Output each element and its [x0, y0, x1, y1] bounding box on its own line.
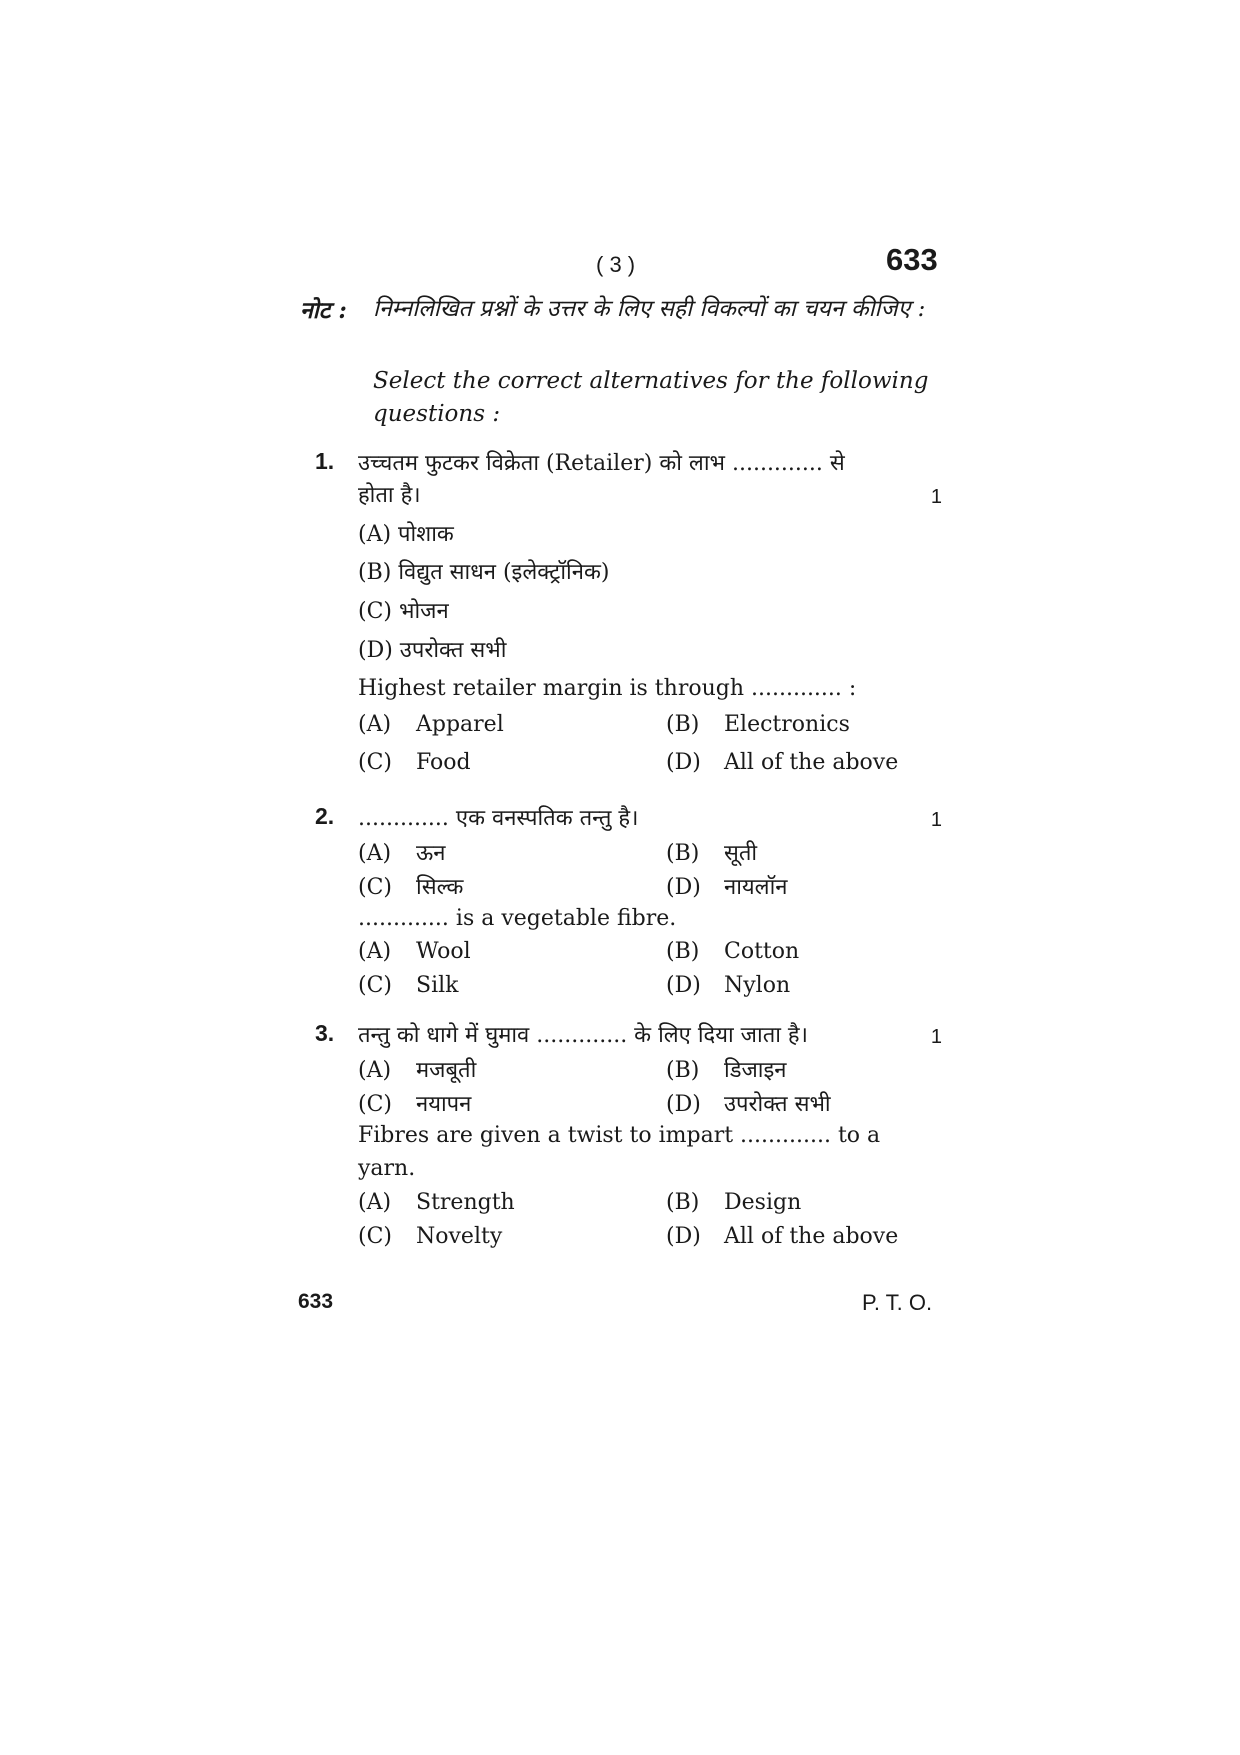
question-number: 3.	[315, 1020, 335, 1046]
hindi-option-b: (B) सूती	[666, 841, 758, 866]
option-b: (B) Electronics	[666, 712, 850, 737]
footer-paper-code: 633	[298, 1290, 334, 1313]
paper-code: 633	[886, 242, 938, 277]
option-c: (C) Silk	[358, 973, 459, 998]
footer-pto: P. T. O.	[862, 1290, 933, 1315]
hindi-option-d: (D) उपरोक्त सभी	[666, 1092, 831, 1117]
hindi-option-a: (A) पोशाक	[358, 522, 454, 547]
option-b: (B) Design	[666, 1190, 802, 1215]
question-english-line1: Fibres are given a twist to impart ............. to a	[358, 1123, 881, 1148]
hindi-option-c: (C) नयापन	[358, 1092, 472, 1117]
option-d: (D) Nylon	[666, 973, 791, 998]
question-english-line2: yarn.	[358, 1156, 416, 1181]
hindi-option-c: (C) सिल्क	[358, 875, 464, 900]
hindi-option-d: (D) नायलॉन	[666, 875, 788, 900]
question-hindi: ............. एक वनस्पतिक तन्तु है।	[358, 806, 639, 831]
note-hindi: निम्नलिखित प्रश्नों के उत्तर के लिए सही विकल्पों का चयन कीजिए :	[373, 296, 926, 322]
note-english: Select the correct alternatives for the following questions :	[373, 368, 929, 427]
question-number: 2.	[315, 803, 335, 829]
marks: 1	[930, 486, 942, 508]
question-number: 1.	[315, 448, 335, 474]
hindi-option-a: (A) मजबूती	[358, 1058, 477, 1083]
option-c: (C) Novelty	[358, 1224, 503, 1249]
hindi-option-c: (C) भोजन	[358, 599, 449, 624]
hindi-option-d: (D) उपरोक्त सभी	[358, 638, 507, 663]
option-a: (A) Wool	[358, 939, 471, 964]
marks: 1	[930, 1026, 942, 1048]
hindi-option-b: (B) विद्युत साधन (इलेक्ट्रॉनिक)	[358, 560, 610, 585]
option-a: (A) Strength	[358, 1190, 515, 1215]
option-b: (B) Cotton	[666, 939, 800, 964]
page-number: ( 3 )	[596, 252, 636, 277]
option-d: (D) All of the above	[666, 750, 899, 775]
hindi-option-b: (B) डिजाइन	[666, 1058, 787, 1083]
question-hindi-line2: होता है।	[358, 483, 421, 508]
note-label: नोट :	[300, 297, 347, 324]
question-hindi: तन्तु को धागे में घुमाव ............. के लिए दिया जाता है।	[358, 1023, 808, 1048]
option-d: (D) All of the above	[666, 1224, 899, 1249]
question-english: Highest retailer margin is through ............. :	[358, 676, 857, 701]
question-hindi-line1: उच्चतम फुटकर विक्रेता (Retailer) को लाभ ............. से	[358, 451, 845, 476]
question-english: ............. is a vegetable fibre.	[358, 906, 677, 931]
option-c: (C) Food	[358, 750, 471, 775]
hindi-option-a: (A) ऊन	[358, 841, 446, 866]
option-a: (A) Apparel	[358, 712, 504, 737]
marks: 1	[930, 809, 942, 831]
